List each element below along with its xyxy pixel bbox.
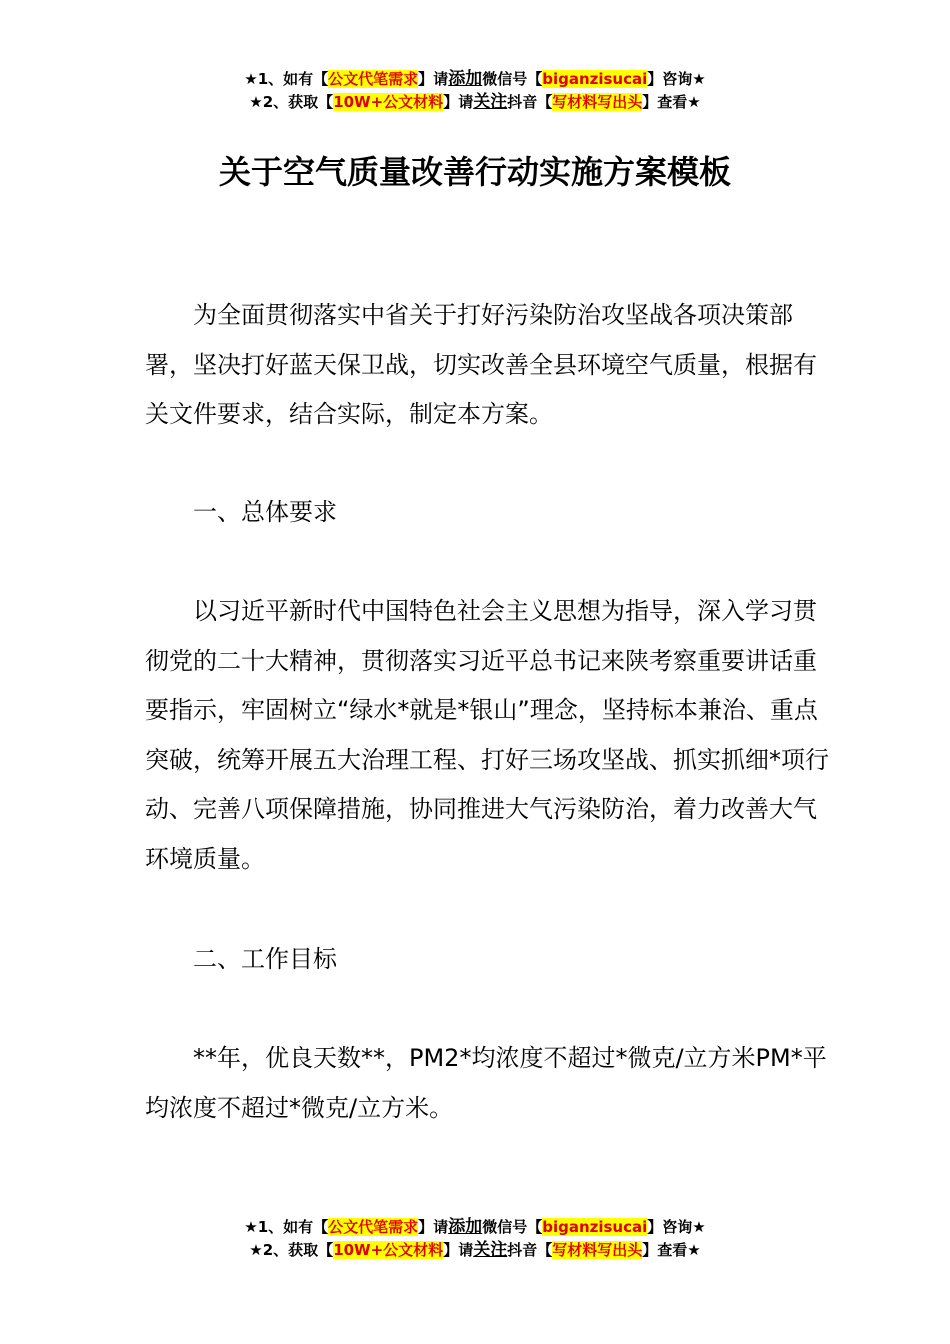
promo-wechat-id: biganzisucai	[542, 70, 648, 88]
section-heading-2: 二、工作目标	[193, 945, 337, 973]
section-body-1: 以习近平新时代中国特色社会主义思想为指导，深入学习贯彻党的二十大精神，贯彻落实习近平总书记来陕考察重要讲话重要指示，牢固树立“绿水*就是*银山”理念，坚持标本兼治、重点突破，统筹开展五大治理工程、打好三场攻坚战、抓实抓细*项行动、完善八项保障措施，协同推进大气污染防治，着力改善大气环境质量。	[145, 597, 829, 873]
promo-highlight: 公文代笔需求	[328, 1218, 419, 1236]
section-body-2: **年，优良天数**，PM2*均浓度不超过*微克/立方米PM*平均浓度不超过*微克/立方米。	[145, 1044, 827, 1122]
section-heading-1: 一、总体要求	[193, 498, 337, 526]
document-title: 关于空气质量改善行动实施方案模板	[218, 153, 731, 191]
promo-line-1: ★1、如有【公文代笔需求】请添加微信号【biganzisucai】咨询★	[244, 1217, 706, 1237]
promo-highlight: 10W+公文材料	[333, 93, 444, 111]
promo-line-2: ★2、获取【10W+公文材料】请关注抖音【写材料写出头】查看★	[249, 92, 701, 112]
promo-banner-top	[0, 68, 950, 114]
promo-wechat-id: biganzisucai	[542, 1218, 648, 1236]
promo-highlight: 公文代笔需求	[328, 70, 419, 88]
promo-banner-bottom	[0, 1216, 950, 1262]
promo-line-1: ★1、如有【公文代笔需求】请添加微信号【biganzisucai】咨询★	[244, 69, 706, 89]
promo-douyin-id: 写材料写出头	[552, 1241, 643, 1259]
promo-douyin-id: 写材料写出头	[552, 93, 643, 111]
promo-line-2: ★2、获取【10W+公文材料】请关注抖音【写材料写出头】查看★	[249, 1240, 701, 1260]
promo-highlight: 10W+公文材料	[333, 1241, 444, 1259]
intro-paragraph: 为全面贯彻落实中省关于打好污染防治攻坚战各项决策部署，坚决打好蓝天保卫战，切实改善全县环境空气质量，根据有关文件要求，结合实际，制定本方案。	[145, 301, 817, 428]
